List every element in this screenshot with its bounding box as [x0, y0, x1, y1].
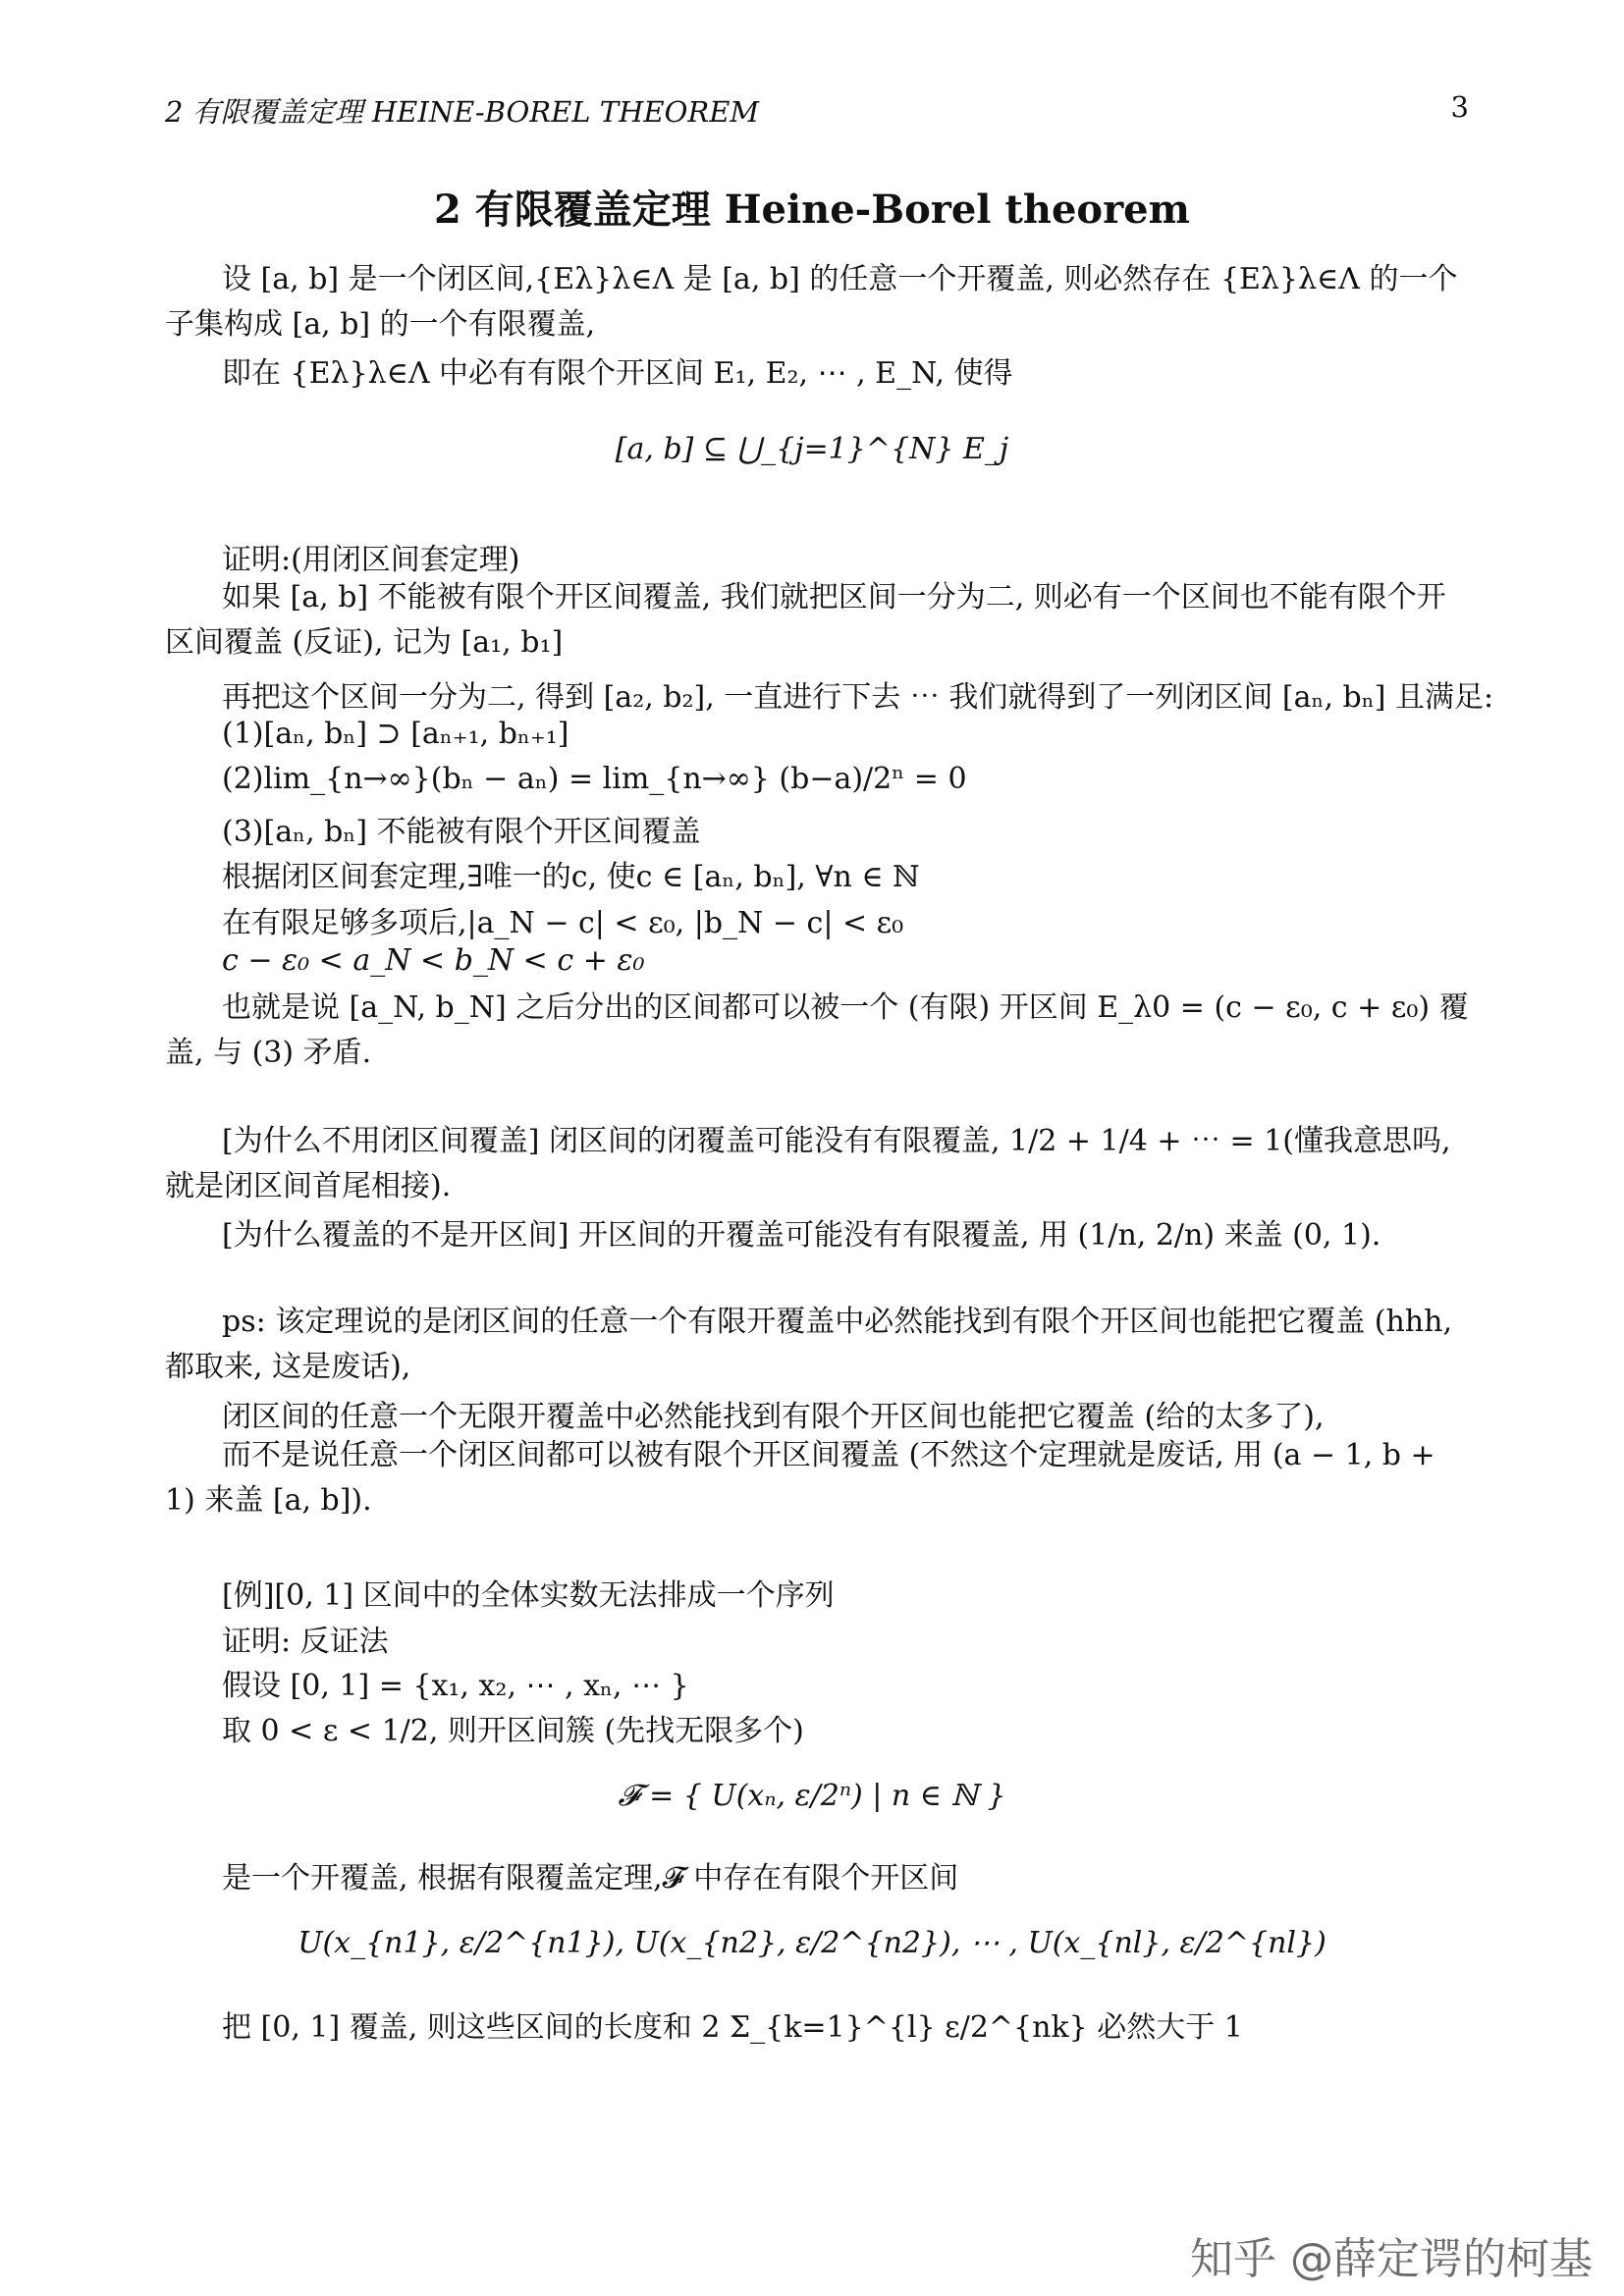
proof-paragraph-1: 如果 [a, b] 不能被有限个开区间覆盖, 我们就把区间一分为二, 则必有一个区间也不能有限个开区间覆盖 (反证), 记为 [a₁, b₁]	[165, 580, 1446, 660]
display-equation-finite-subcover: U(x_{n1}, ε/2^{n1}), U(x_{n2}, ε/2^{n2}), ⋯ , U(x_{nl}, ε/2^{nl})	[298, 1926, 1326, 1960]
display-equation-union: [a, b] ⊆ ⋃_{j=1}^{N} E_j	[615, 432, 1009, 466]
example-length-sum: 把 [0, 1] 覆盖, 则这些区间的长度和 2 Σ_{k=1}^{l} ε/2^{nk} 必然大于 1	[222, 2010, 1243, 2045]
example-open-cover-text: 是一个开覆盖, 根据有限覆盖定理,𝓕 中存在有限个开区间	[222, 1861, 959, 1896]
condition-3: (3)[aₙ, bₙ] 不能被有限个开区间覆盖	[222, 815, 701, 849]
condition-2: (2)lim_{n→∞}(bₙ − aₙ) = lim_{n→∞} (b−a)/2ⁿ = 0	[222, 762, 967, 796]
theorem-statement-cont: 即在 {Eλ}λ∈Λ 中必有有限个开区间 E₁, E₂, ⋯ , E_N, 使得	[222, 356, 1013, 391]
proof-conclusion: 也就是说 [a_N, b_N] 之后分出的区间都可以被一个 (有限) 开区间 E_λ0 = (c − ε₀, c + ε₀) 覆盖, 与 (3) 矛盾.	[165, 990, 1469, 1070]
page-number: 3	[1450, 90, 1469, 124]
zhihu-watermark: 知乎 @薛定谔的柯基	[1190, 2234, 1593, 2284]
proof-title: 证明:(用闭区间套定理)	[222, 543, 520, 577]
running-head-text: 2 有限覆盖定理 HEINE-BOREL THEOREM	[165, 95, 760, 129]
proof-line-inequality: c − ε₀ < a_N < b_N < c + ε₀	[222, 943, 645, 978]
section-title: 2 有限覆盖定理 Heine-Borel theorem	[434, 187, 1190, 233]
ps-paragraph-1: ps: 该定理说的是闭区间的任意一个有限开覆盖中必然能找到有限个开区间也能把它覆盖 (hhh, 都取来, 这是废话),	[165, 1305, 1452, 1384]
example-proof-label: 证明: 反证法	[222, 1625, 389, 1659]
display-equation-family: 𝓕 = { U(xₙ, ε/2ⁿ) | n ∈ ℕ }	[618, 1779, 1006, 1813]
remark-open-interval: [为什么覆盖的不是开区间] 开区间的开覆盖可能没有有限覆盖, 用 (1/n, 2/n) 来盖 (0, 1).	[222, 1218, 1381, 1253]
ps-paragraph-3: 而不是说任意一个闭区间都可以被有限个开区间覆盖 (不然这个定理就是废话, 用 (a − 1, b + 1) 来盖 [a, b]).	[165, 1438, 1435, 1518]
remark-closed-cover: [为什么不用闭区间覆盖] 闭区间的闭覆盖可能没有有限覆盖, 1/2 + 1/4 + ⋯ = 1(懂我意思吗, 就是闭区间首尾相接).	[165, 1124, 1451, 1203]
proof-paragraph-2: 再把这个区间一分为二, 得到 [a₂, b₂], 一直进行下去 ⋯ 我们就得到了一列闭区间 [aₙ, bₙ] 且满足:	[222, 680, 1494, 715]
ps-paragraph-2: 闭区间的任意一个无限开覆盖中必然能找到有限个开区间也能把它覆盖 (给的太多了),	[222, 1400, 1325, 1434]
theorem-statement: 设 [a, b] 是一个闭区间,{Eλ}λ∈Λ 是 [a, b] 的任意一个开覆盖, 则必然存在 {Eλ}λ∈Λ 的一个子集构成 [a, b] 的一个有限覆盖,	[165, 262, 1458, 342]
example-title: [例][0, 1] 区间中的全体实数无法排成一个序列	[222, 1578, 835, 1613]
example-assumption: 假设 [0, 1] = {x₁, x₂, ⋯ , xₙ, ⋯ }	[222, 1669, 689, 1703]
proof-line-epsilon: 在有限足够多项后,|a_N − c| < ε₀, |b_N − c| < ε₀	[222, 906, 904, 940]
example-take-epsilon: 取 0 < ε < 1/2, 则开区间簇 (先找无限多个)	[222, 1714, 804, 1748]
running-head	[165, 90, 759, 131]
condition-1: (1)[aₙ, bₙ] ⊃ [aₙ₊₁, bₙ₊₁]	[222, 717, 569, 751]
proof-line-nested: 根据闭区间套定理,∃唯一的c, 使c ∈ [aₙ, bₙ], ∀n ∈ ℕ	[222, 860, 920, 894]
